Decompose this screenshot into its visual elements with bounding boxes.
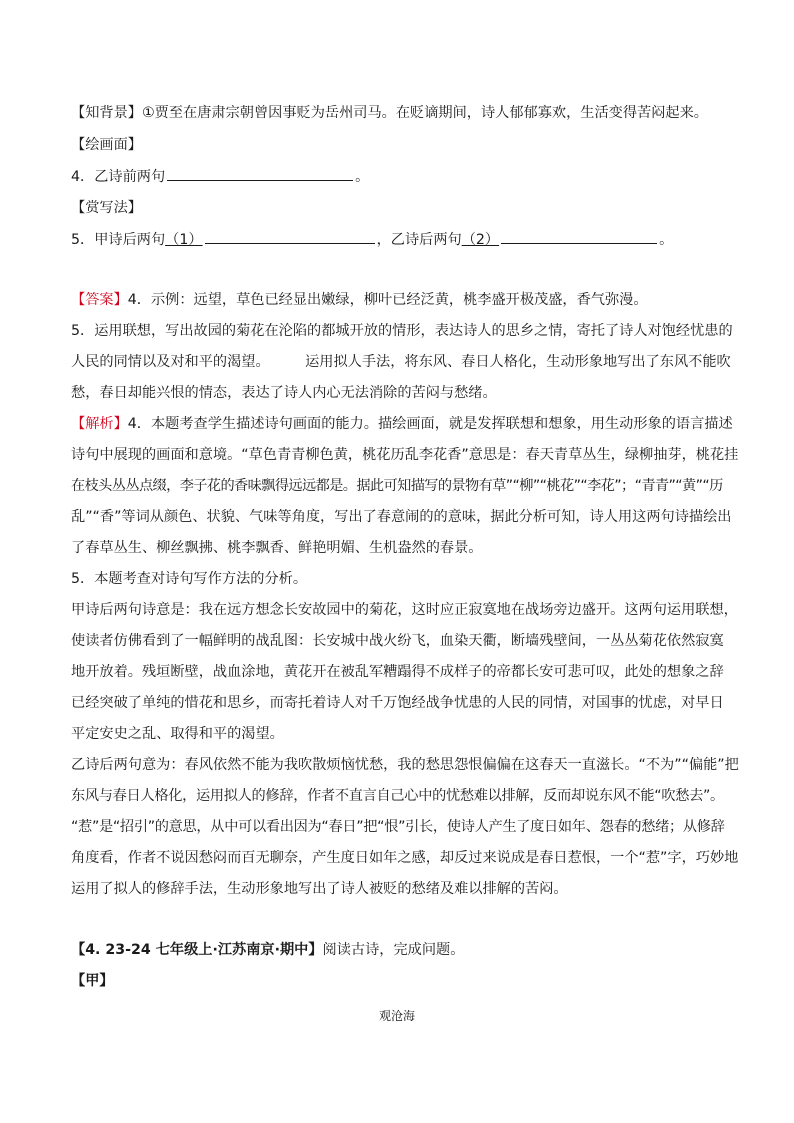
analysis-line: 5．本题考查对诗句写作方法的分析。 xyxy=(71,571,308,587)
analysis-line: 运用了拟人的修辞手法，生动形象地写出了诗人被贬的愁绪及难以排解的苦闷。 xyxy=(71,881,568,897)
appreciate-heading: 【赏写法】 xyxy=(71,200,142,216)
analysis-line: 甲诗后两句诗意是：我在远方想念长安故园中的菊花，这时应正寂寞地在战场旁边盛开。这两句运用联想， xyxy=(71,602,738,618)
question-5-mark-1: （1） xyxy=(165,232,203,248)
analysis-line: 已经突破了单纯的惜花和思乡，而寄托着诗人对千万饱经战争忧患的人民的同情，对国事的忧虑，对早日 xyxy=(71,695,724,711)
analysis-line: 乱”“香”等词从颜色、状貌、气味等角度，写出了春意闹的的意味，据此分析可知，诗人用这两句诗描绘出 xyxy=(71,509,732,525)
background-tag: 【知背景】 xyxy=(71,105,142,121)
question-5-mark-2: （2） xyxy=(461,232,500,248)
question-4-answer-blank[interactable] xyxy=(167,166,353,181)
background-text: ①贾至在唐肃宗朝曾因事贬为岳州司马。在贬谪期间，诗人郁郁寡欢，生活变得苦闷起来。 xyxy=(141,105,708,121)
draw-scene-heading: 【绘画面】 xyxy=(71,137,142,153)
question-5-suffix: 。 xyxy=(659,232,674,248)
analysis-line: 平定安史之乱、取得和平的渴望。 xyxy=(71,726,284,742)
answer-line-1 xyxy=(71,290,731,310)
question-5-prefix: 5．甲诗后两句 xyxy=(71,232,166,248)
analysis-line: 使读者仿佛看到了一幅鲜明的战乱图：长安城中战火纷飞，血染天衢，断墙残壁间，一丛丛菊花依然寂寞 xyxy=(71,633,724,649)
answer-tag: 【答案】 xyxy=(71,292,128,308)
question-4-suffix: 。 xyxy=(355,169,370,185)
question-5-blank-2[interactable] xyxy=(501,229,657,244)
analysis-line: 角度看，作者不说因愁闷而百无聊奈，产生度日如年之感，却反过来说成是春日惹恨，一个“惹”字，巧妙地 xyxy=(71,850,739,866)
analysis-text-0: 4．本题考查学生描述诗句画面的能力。描绘画面，就是发挥联想和想象，用生动形象的语言描述 xyxy=(127,416,733,432)
analysis-line: 乙诗后两句意为：春风依然不能为我吹散烦恼忧愁，我的愁思怨恨偏偏在这春天一直滋长。“不为”“偏能”把 xyxy=(71,757,739,773)
question-instruction: 阅读古诗，完成问题。 xyxy=(322,942,465,958)
analysis-line: 地开放着。残垣断壁，战血涂地，黄花开在被乱军糟蹋得不成样子的帝都长安可悲可叹，此处的想象之辞 xyxy=(71,664,724,680)
answer-5-line-2: 人民的同情以及对和平的渴望。 运用拟人手法，将东风、春日人格化，生动形象地写出了东风不能吹 xyxy=(71,354,731,370)
poem-title: 观沧海 xyxy=(378,1009,415,1023)
section-jia-label: 【甲】 xyxy=(71,973,114,989)
background-line xyxy=(71,103,731,123)
analysis-line: 了春草丛生、柳丝飘拂、桃李飘香、鲜艳明媚、生机盎然的春景。 xyxy=(71,540,483,556)
question-source-tag: 【4. 23-24 七年级上·江苏南京·期中】 xyxy=(71,942,323,958)
next-question-line xyxy=(71,940,731,960)
question-4 xyxy=(71,166,731,187)
question-5 xyxy=(71,229,731,250)
answer-4: 4．示例：远望，草色已经显出嫩绿，柳叶已经泛黄，桃李盛开极茂盛，香气弥漫。 xyxy=(127,292,648,308)
analysis-line: 诗句中展现的画面和意境。“草色青青柳色黄，桃花历乱李花香”意思是：春天青草丛生，绿柳抽芽，桃花挂 xyxy=(71,447,739,463)
answer-5-line-1: 5．运用联想，写出故园的菊花在沦陷的都城开放的情形，表达诗人的思乡之情，寄托了诗人对饱经忧患的 xyxy=(71,323,733,339)
analysis-line: 东风与春日人格化，运用拟人的修辞，作者不直言自己心中的忧愁难以排解，反而却说东风不能“吹愁去”。 xyxy=(71,788,724,804)
question-4-prefix: 4．乙诗前两句 xyxy=(71,169,166,185)
analysis-line: 在枝头丛丛点缀，李子花的香味飘得远远都是。据此可知描写的景物有草”“柳”“桃花”“李花”；“青青”“黄”“历 xyxy=(71,478,723,494)
answer-5-line-3: 愁，春日却能兴恨的情态，表达了诗人内心无法消除的苦闷与愁绪。 xyxy=(71,385,497,401)
analysis-tag: 【解析】 xyxy=(71,416,128,432)
analysis-line: “惹”是“招引”的意思，从中可以看出因为“春日”把“恨”引长，使诗人产生了度日如年、怨春的愁绪；从修辞 xyxy=(71,819,725,835)
analysis-line-1 xyxy=(71,414,731,434)
question-5-blank-1[interactable] xyxy=(205,229,375,244)
question-5-middle: ，乙诗后两句 xyxy=(376,232,462,248)
